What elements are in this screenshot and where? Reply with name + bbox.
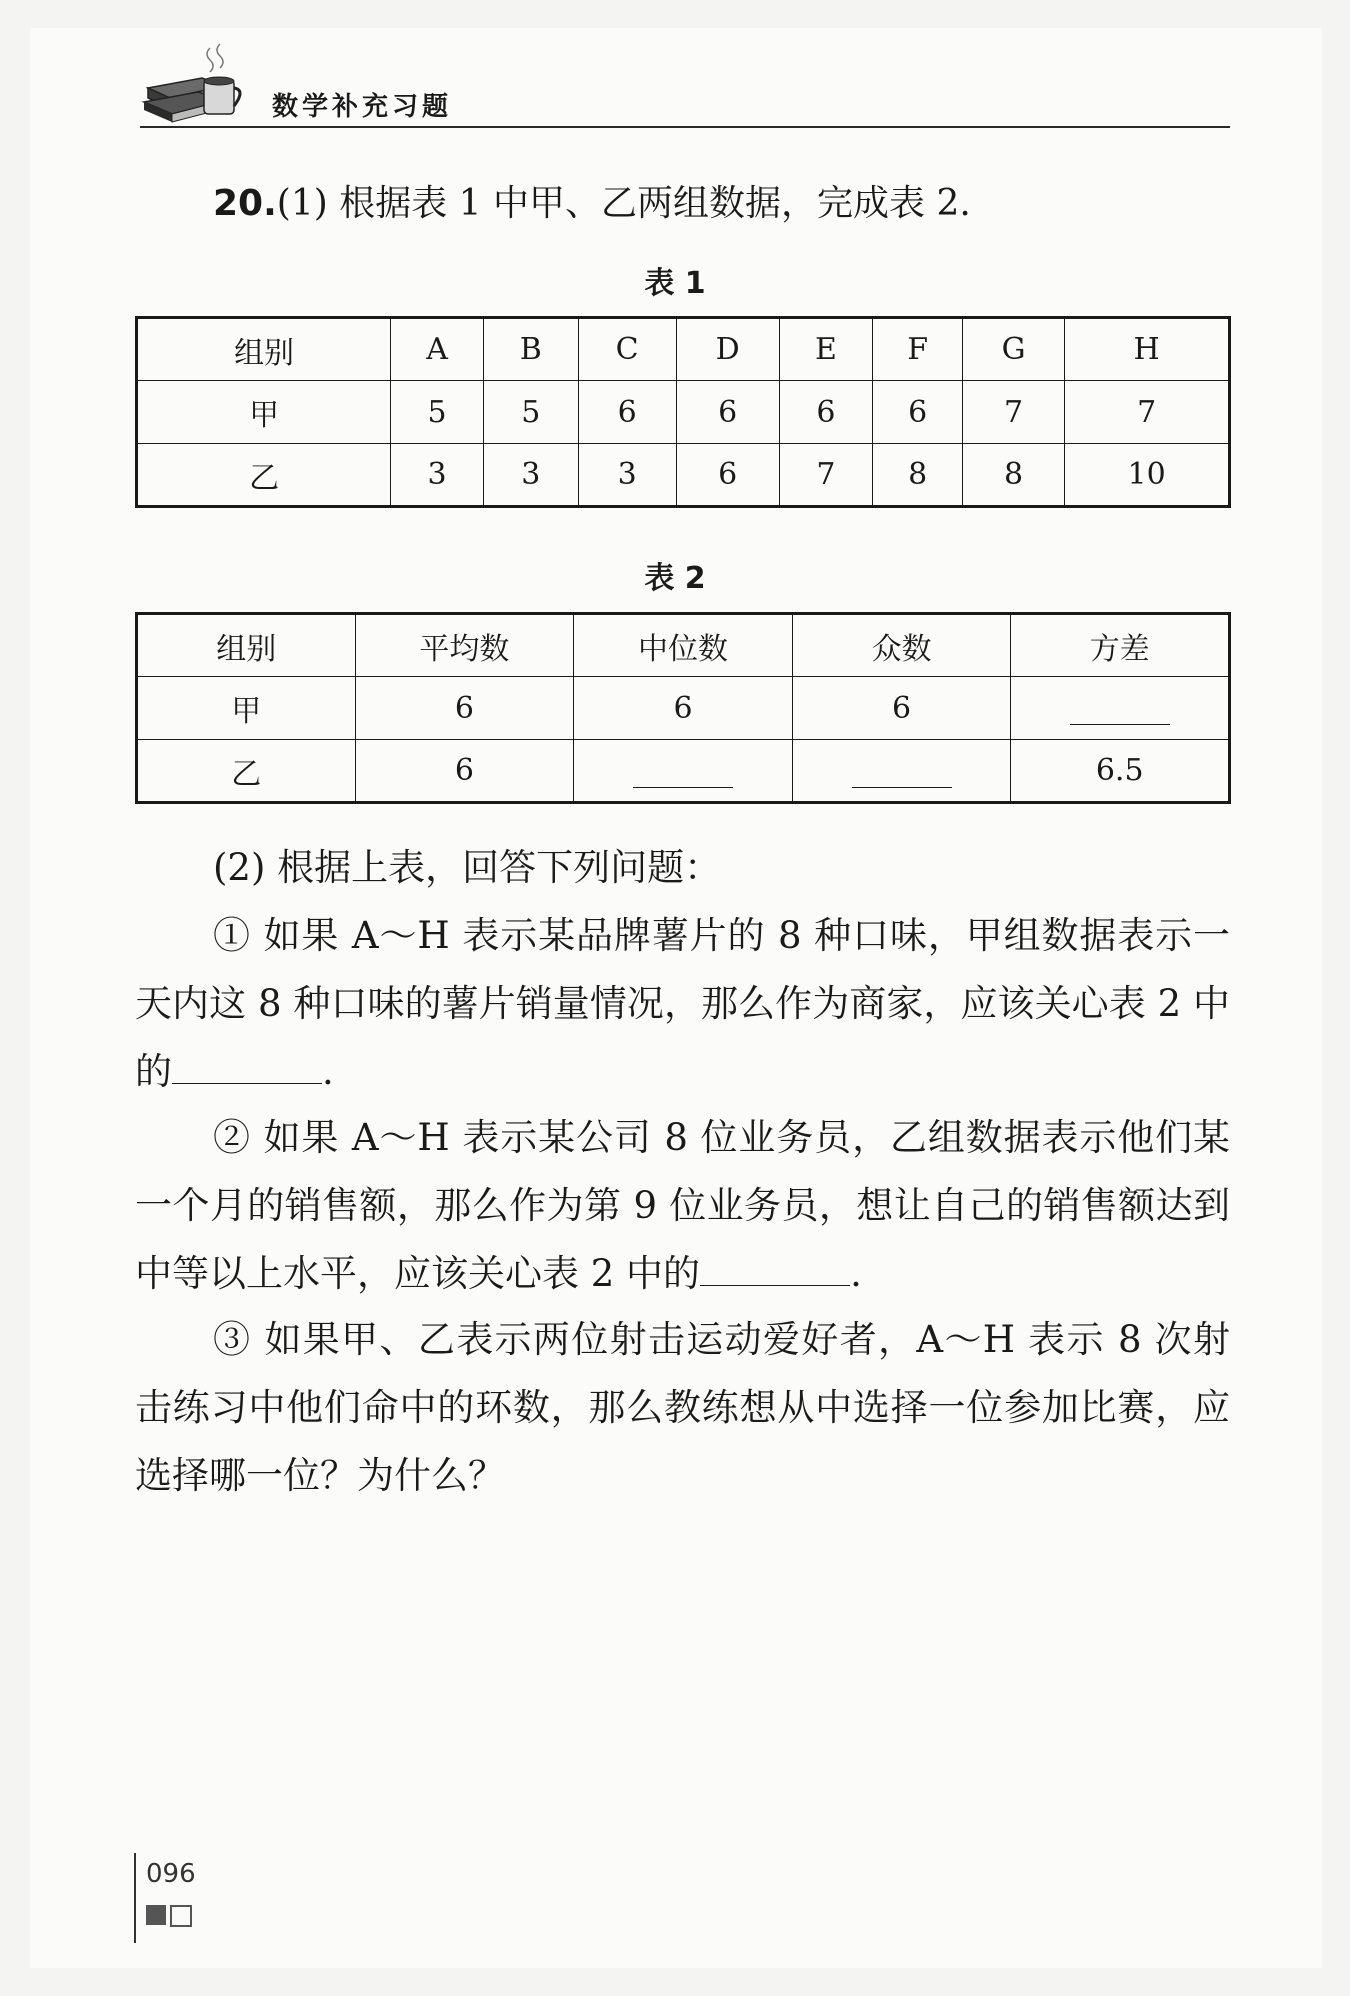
table1-header-cell: G [962,318,1064,381]
table1-cell: 3 [578,444,676,507]
table2-row-yi [137,740,1230,803]
table1-header-cell: C [578,318,676,381]
answer-blank-q1[interactable] [172,1049,322,1084]
table1-header-cell: E [779,318,873,381]
answer-blank[interactable] [633,757,733,788]
table2-cell: 6 [355,677,574,740]
table1-cell: 甲 [137,381,391,444]
table2-header-cell: 平均数 [355,614,574,677]
table2-header-row [137,614,1230,677]
table2-header-cell: 方差 [1011,614,1230,677]
table1-row-jia [137,381,1230,444]
question-1-end: . [322,1050,334,1093]
problem-text: (1) 根据表 1 中甲、乙两组数据，完成表 2. [276,183,971,224]
table2-cell: 6.5 [1011,740,1230,803]
table1-header-cell: H [1065,318,1230,381]
table1-cell: 6 [779,381,873,444]
problem-statement [213,175,971,226]
table2-row-jia [137,677,1230,740]
table1-header-cell: 组别 [137,318,391,381]
table1-cell: 8 [873,444,962,507]
table1-cell: 6 [578,381,676,444]
table1-cell: 10 [1065,444,1230,507]
table2-cell: 甲 [137,677,356,740]
question-1-text: ① 如果 A～H 表示某品牌薯片的 8 种口味，甲组数据表示一天内这 8 种口味的薯片销量情况，那么作为商家，应该关心表 2 中的 [135,914,1230,1093]
table1-cell: 6 [676,444,779,507]
table2-caption: 表 2 [644,561,706,596]
page-number: 096 [146,1859,196,1889]
table1-cell: 5 [391,381,484,444]
table1-cell: 6 [873,381,962,444]
footer-bar [134,1853,136,1943]
answer-blank[interactable] [1070,694,1170,725]
table2-blank-mode-yi[interactable] [792,740,1011,803]
header-title: 数学补充习题 [272,92,453,122]
table2-cell: 6 [574,677,793,740]
answer-blank[interactable] [852,757,952,788]
table1 [135,316,1231,508]
table1-row-yi [137,444,1230,507]
table2 [135,612,1231,804]
table1-cell: 乙 [137,444,391,507]
question-2-end: . [850,1252,862,1295]
question-2-text: ② 如果 A～H 表示某公司 8 位业务员，乙组数据表示他们某一个月的销售额，那么作为第 9 位业务员，想让自己的销售额达到中等以上水平，应该关心表 2 中的 [135,1116,1230,1295]
table2-header-cell: 众数 [792,614,1011,677]
table1-cell: 7 [962,381,1064,444]
empty-square-icon [170,1905,192,1927]
table1-header-cell: D [676,318,779,381]
filled-square-icon [146,1905,166,1925]
table1-header-row [137,318,1230,381]
table1-cell: 5 [484,381,578,444]
table1-header-cell: A [391,318,484,381]
table1-cell: 6 [676,381,779,444]
question-3: ③ 如果甲、乙表示两位射击运动爱好者，A～H 表示 8 次射击练习中他们命中的环数，那么教练想从中选择一位参加比赛，应选择哪一位？为什么？ [135,1318,1230,1497]
header [140,40,1230,130]
answer-blank-q2[interactable] [700,1251,850,1286]
table2-blank-variance-jia[interactable] [1011,677,1230,740]
table1-cell: 8 [962,444,1064,507]
table2-header-cell: 组别 [137,614,356,677]
table1-cell: 3 [391,444,484,507]
table2-blank-median-yi[interactable] [574,740,793,803]
table2-cell: 6 [792,677,1011,740]
question-2 [135,1104,1230,1308]
books-coffee-icon [140,42,260,126]
header-rule [140,126,1230,128]
table1-header-cell: F [873,318,962,381]
question-1 [135,902,1230,1106]
problem-number: 20. [213,183,277,224]
table2-header-cell: 中位数 [574,614,793,677]
table1-caption: 表 1 [644,266,706,301]
table2-cell: 6 [355,740,574,803]
table1-cell: 7 [779,444,873,507]
table1-header-cell: B [484,318,578,381]
part2-intro: (2) 根据上表，回答下列问题： [213,846,722,889]
table1-cell: 7 [1065,381,1230,444]
table1-cell: 3 [484,444,578,507]
table2-cell: 乙 [137,740,356,803]
